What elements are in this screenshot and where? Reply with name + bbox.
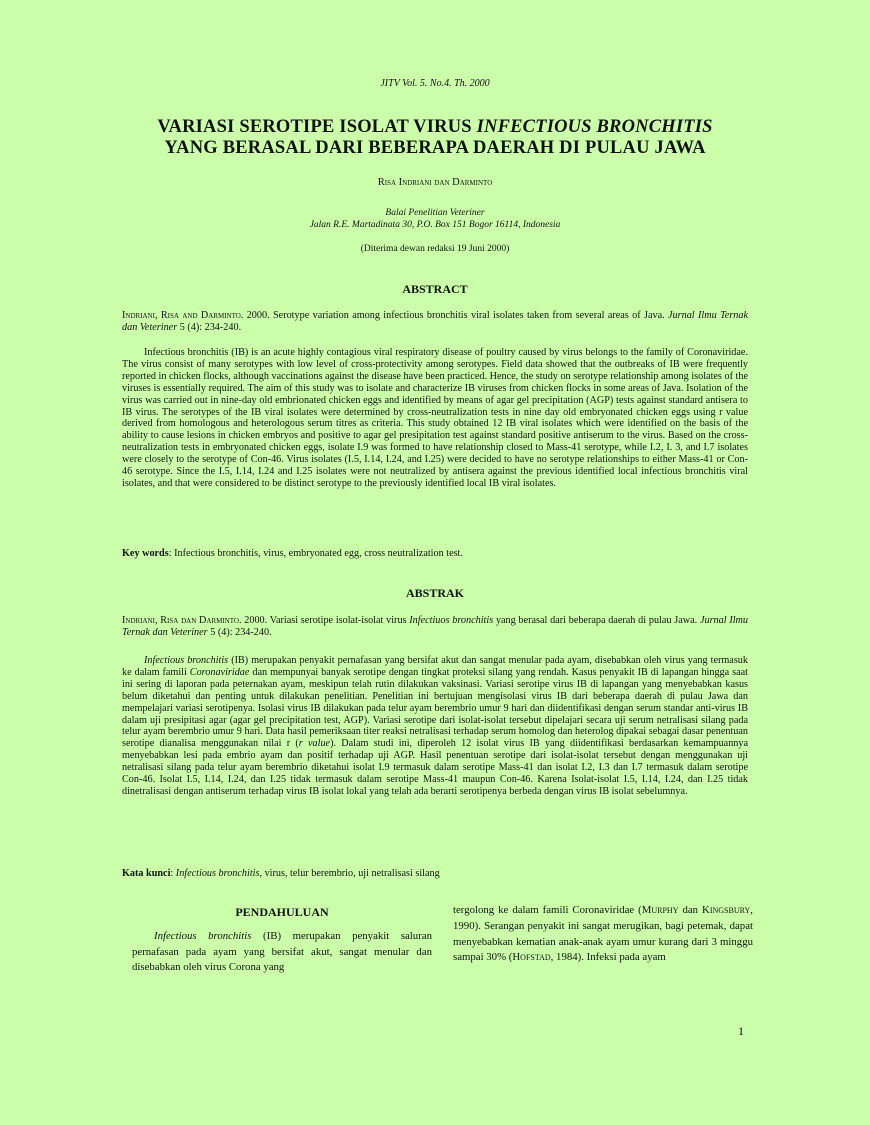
abstrak-body-pre: (IB) merupakan penyakit pernafasan yang bersifat akut dan sangat menular pada ayam, disebabkan oleh virus yang termasuk ke dalam famili	[122, 655, 748, 678]
title-line1-ital: INFECTIOUS BRONCHITIS	[476, 117, 713, 137]
kata-kunci-post: , virus, telur berembrio, uji netralisasi silang	[259, 868, 440, 879]
abstract-cite-journal: Jurnal Ilmu Ternak dan Veteriner	[122, 310, 748, 333]
abstrak-cite-rest1: . 2000. Variasi serotipe isolat-isolat virus	[238, 615, 410, 626]
intro-right-mid2: , 1990). Serangan penyakit ini sangat merugikan, bagi petemak, dapat menyebabkan kematian anak-anak ayam umur kurang dari 3 minggu sampai 30% (	[453, 904, 753, 964]
abstrak-body-ital3: r value	[298, 738, 331, 750]
page-number: 1	[738, 1024, 744, 1038]
cite-hofstad: Hofstad	[512, 951, 551, 964]
paper-title	[60, 117, 810, 159]
affiliation-line2: Jalan R.E. Martadinata 30, P.O. Box 151 Bogor 16114, Indonesia	[309, 220, 561, 230]
abstrak-body-ital2: Coronaviridae	[189, 666, 250, 678]
cite-kingsbury: Kingsbury	[702, 904, 751, 916]
abstrak-cite-vol: 5 (4): 234-240.	[207, 626, 272, 638]
abstrak-body-post: ). Dalam studi ini, diperoleh 12 isolat virus IB yang diidentifikasi berdasarkan kemampuannya menyebabkan lesi pada embrio ayam dan positif terhadap uji AGP. Hasil penentuan serotipe dari isolat-isolat tersebut dengan menggunakan uji netralisasi silang pada telur ayam berembrio diketahui isolat I.9 termasuk dalam serotipe Mass-41 dan isolat I.2, I.3 dan I.7 termasuk dalam serotipe Con-46. Isolat I.5, I.14, I.24, dan I.25 tidak termasuk dalam serotipe Mass-41 maupun Con-46. Karena Isolat-isolat I.5, I.14, I.24, dan I.25 tidak dinetralisasi dengan antiserum terhadap virus IB isolat lokal yang telah ada berarti serotipenya berbeda dengan virus IB isolat sebelumnya.	[122, 738, 748, 797]
intro-left-text	[132, 929, 432, 976]
abstract-body: Infectious bronchitis (IB) is an acute highly contagious viral respiratory disease of poultry caused by virus belongs to the family of Coronaviridae. The virus consist of many serotypes with low level of cross-protectivity among serotypes. Field data showed that the outbreaks of IB were frequently reported in chicken flocks, although vaccinations against the disease have been practiced. Hence, the study on serotype relationship among isolates of the viruses is essentially required. The aim of this study was to isolate and characterize IB viruses from chicken flocks in some areas of Java. Isolation of the virus was carried out in nine-day old embrionated chicken eggs and identified by means of agar gel precipitation (AGP) tests against standard antisera to IB virus. The serotypes of the IB viral isolates were determined by cross-neutralization tests in nine day old embryonated chicken eggs using r value derived from homologous and heterologous serum titres as criteria. This study obtained 12 IB viral isolates which were identified on the basis of the ability to cause lesions in chicken embryos and positive to agar gel presipitation test against standard positive antiserum to the virus. Based on the cross-neutralization tests in embryonated chicken eggs, isolate I.9 was formed to have relationship closed to Mass-41 serotype, while I.2, I. 3, and I.7 isolates were closely to the serotype of Con-46. Virus isolates (I.5, I.14, I.24, and I.25) were decided to have no serotype relationships to either Mass-41 or Con-46 serotype. Since the I.5, I.14, I.24 and I.25 isolates were not neutralized by antisera against the previous identified local infectious bronchitis viral isolates, and that were considered to be distinct serotype to the previously identified local IB viral isolates.	[122, 347, 748, 489]
abstrak-keywords	[122, 868, 748, 880]
title-line1-pre: VARIASI SEROTIPE ISOLAT VIRUS	[157, 117, 477, 137]
abstrak-body-ital: Infectious bronchitis	[144, 655, 229, 666]
intro-left-column	[132, 905, 432, 976]
abstrak-heading: ABSTRAK	[405, 586, 464, 600]
intro-left-rest: (IB) merupakan penyakit saluran pernafasan pada ayam yang bersifat akut, sangat menular dan disebabkan oleh virus Corona yang	[132, 929, 432, 974]
intro-right-mid1: dan	[678, 904, 703, 916]
affiliation-line1: Balai Penelitian Veteriner	[385, 208, 485, 218]
journal-header: JITV Vol. 5. No.4. Th. 2000	[380, 78, 490, 89]
abstract-cite-authors: Indriani, Risa and Darminto	[122, 310, 241, 321]
intro-right-post: , 1984). Infeksi pada ayam	[550, 951, 666, 964]
kata-kunci-ital: Infectious bronchitis	[175, 868, 260, 879]
abstrak-citation	[122, 615, 748, 639]
abstract-cite-rest: . 2000. Serotype variation among infectious bronchitis viral isolates taken from several areas of Java.	[240, 310, 669, 321]
abstrak-cite-journal: Jurnal Ilmu Ternak dan Veteriner	[122, 615, 748, 638]
abstract-citation	[122, 310, 748, 334]
cite-murphy: Murphy	[641, 904, 679, 916]
abstract-heading: ABSTRACT	[402, 282, 468, 296]
abstrak-cite-rest2: yang berasal dari beberapa daerah di pulau Jawa.	[493, 615, 700, 626]
abstrak-body-mid: dan mempunyai banyak serotipe dengan tingkat proteksi silang yang rendah. Kasus penyakit IB di lapangan hingga saat ini sering di laporan pada peternakan ayam, meskipun telah rutin dilakukan vaksinasi. Variasi serotipe virus IB di lapangan yang menyebabkan kasus belum diketahui dan penting untuk dilakukan penelitian. Penelitian ini bertujuan mengisolasi virus IB dari beberapa daerah di pulau Jawa dan mempelajari variasi serotipenya. Isolasi virus IB dilakukan pada telur ayam berembrio umur 9 hari dan diidentifikasi dengan serum standar anti-virus IB dalam uji presipitasi agar (agar gel precipitation test, AGP). Variasi serotipe dari isolat-isolat tersebut dipelajari secara uji serum netralisasi silang pada telur ayam berembrio umur 9 hari. Data hasil pemeriksaan titer reaksi netralisasi terhadap serum homolog dan heterolog dipakai sebagai dasar penentuan serotipe dianalisa menggunakan nilai r (	[122, 666, 748, 750]
intro-heading: PENDAHULUAN	[235, 905, 329, 919]
kata-kunci-label: Kata kunci	[122, 868, 171, 879]
keywords-text: : Infectious bronchitis, virus, embryonated egg, cross neutralization test.	[168, 548, 463, 559]
received-date: (Diterima dewan redaksi 19 Juni 2000)	[360, 244, 510, 254]
abstrak-body	[122, 655, 748, 798]
keywords-label: Key words	[122, 548, 169, 559]
intro-right-column	[453, 903, 753, 966]
abstract-cite-vol: 5 (4): 234-240.	[177, 321, 242, 333]
authors: Risa Indriani dan Darminto	[377, 177, 493, 188]
abstrak-cite-authors: Indriani, Risa dan Darminto	[122, 615, 239, 626]
abstract-keywords	[122, 548, 748, 560]
intro-right-pre: tergolong ke dalam famili Coronaviridae (	[453, 904, 642, 916]
title-line2: YANG BERASAL DARI BEBERAPA DAERAH DI PULAU JAWA	[164, 138, 706, 158]
abstrak-cite-ital: Infectiuos bronchitis	[409, 615, 494, 626]
affiliation	[0, 207, 870, 231]
kata-kunci-pre: :	[170, 868, 176, 879]
intro-left-ital: Infectious bronchitis	[154, 929, 252, 942]
